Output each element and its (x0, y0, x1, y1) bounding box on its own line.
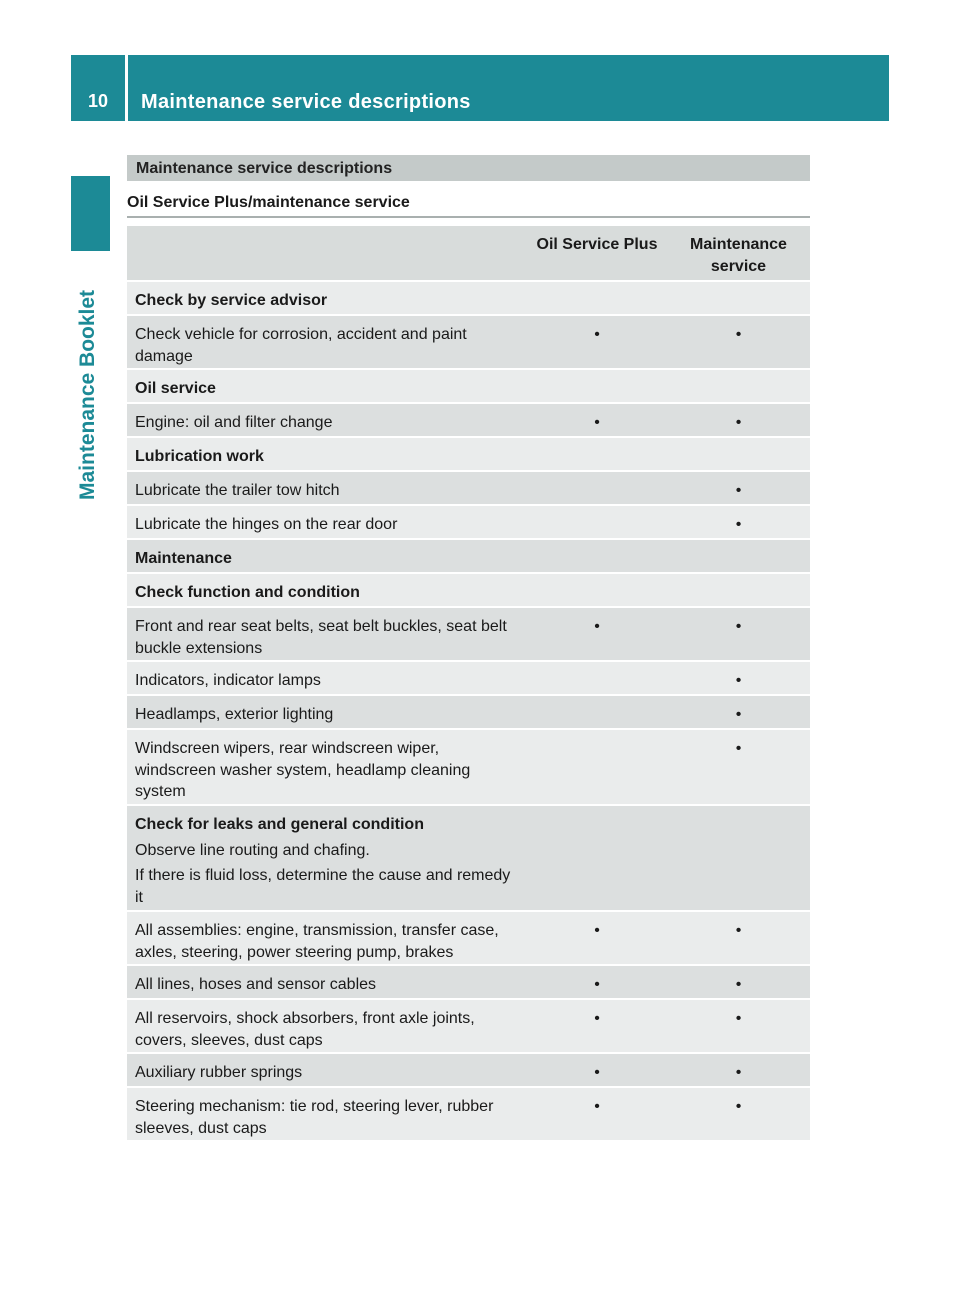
row-label-cell (127, 912, 527, 964)
row-label: Lubricate the hinges on the rear door (135, 516, 398, 533)
row-label-cell (127, 540, 527, 572)
oil-service-plus-mark: • (594, 922, 600, 939)
table-row (127, 662, 810, 696)
oil-service-plus-mark: • (594, 976, 600, 993)
maintenance-service-mark (667, 574, 810, 606)
row-label: Check by service advisor (135, 292, 328, 309)
header-divider (125, 55, 128, 121)
row-label: Headlamps, exterior lighting (135, 706, 334, 723)
table-row (127, 608, 810, 662)
oil-service-plus-mark (527, 806, 667, 910)
row-label-cell (127, 696, 527, 728)
table-row (127, 574, 810, 608)
table-row (127, 540, 810, 574)
oil-service-plus-mark (527, 472, 667, 504)
maintenance-service-mark: • (735, 1098, 742, 1115)
table-row (127, 506, 810, 540)
row-label: Indicators, indicator lamps (135, 672, 321, 689)
row-label-cell (127, 472, 527, 504)
oil-service-plus-mark: • (594, 326, 600, 343)
row-label-cell (127, 370, 527, 402)
table-row (127, 1054, 810, 1088)
section-bar (127, 155, 810, 181)
maintenance-service-mark: • (735, 706, 742, 723)
section-title: Maintenance service descriptions (136, 160, 393, 177)
oil-service-plus-mark: • (594, 414, 600, 431)
row-label-cell (127, 574, 527, 606)
table-row (127, 912, 810, 966)
row-label-cell (127, 506, 527, 538)
row-label-cell (127, 730, 527, 804)
row-label-cell (127, 806, 527, 910)
oil-service-plus-mark: • (594, 1098, 600, 1115)
maintenance-service-mark: • (735, 1064, 742, 1081)
oil-service-plus-mark (527, 506, 667, 538)
oil-service-plus-mark (527, 282, 667, 314)
table-row (127, 316, 810, 370)
table-row (127, 806, 810, 912)
table-row (127, 472, 810, 506)
subheading: Oil Service Plus/maintenance service (127, 194, 410, 211)
oil-service-plus-mark (527, 730, 667, 804)
row-label: Check function and condition (135, 584, 360, 601)
row-label: Check vehicle for corrosion, accident and paint damage (135, 326, 467, 365)
table-row (127, 438, 810, 472)
maintenance-service-mark (667, 438, 810, 470)
row-label: Windscreen wipers, rear windscreen wiper, windscreen washer system, headlamp cleaning system (135, 740, 471, 800)
row-label-cell (127, 662, 527, 694)
maintenance-service-mark: • (735, 976, 742, 993)
row-label-cell (127, 1000, 527, 1052)
maintenance-service-mark: • (735, 414, 742, 431)
row-label-cell (127, 1088, 527, 1140)
table-row (127, 966, 810, 1000)
service-table (127, 226, 810, 1142)
row-label-cell (127, 282, 527, 314)
maintenance-service-mark (667, 806, 810, 910)
page-number: 10 (87, 91, 109, 111)
table-row (127, 1000, 810, 1054)
row-label: Steering mechanism: tie rod, steering lever, rubber sleeves, dust caps (135, 1098, 494, 1137)
table-row (127, 370, 810, 404)
maintenance-service-mark (667, 370, 810, 402)
oil-service-plus-mark (527, 540, 667, 572)
maintenance-service-mark: • (735, 326, 742, 343)
row-label: All reservoirs, shock absorbers, front axle joints, covers, sleeves, dust caps (135, 1010, 475, 1049)
table-row (127, 282, 810, 316)
table-row (127, 730, 810, 806)
maintenance-service-mark (667, 540, 810, 572)
row-label: Lubrication work (135, 448, 264, 465)
row-note: Observe line routing and chafing. (135, 841, 370, 859)
header-cell-empty (127, 226, 527, 280)
maintenance-service-mark: • (735, 1010, 742, 1027)
oil-service-plus-mark (527, 370, 667, 402)
maintenance-service-mark (667, 282, 810, 314)
row-label-cell (127, 438, 527, 470)
row-label: Auxiliary rubber springs (135, 1064, 303, 1081)
header-maintenance-service: Maintenance service (690, 236, 787, 275)
oil-service-plus-mark (527, 438, 667, 470)
side-tab-block (71, 176, 110, 251)
page-title: Maintenance service descriptions (141, 91, 471, 113)
side-label: Maintenance Booklet (76, 289, 99, 500)
row-label-cell (127, 1054, 527, 1086)
oil-service-plus-mark: • (594, 1010, 600, 1027)
header-oil-service-plus: Oil Service Plus (536, 236, 658, 253)
row-label: Lubricate the trailer tow hitch (135, 482, 340, 499)
maintenance-service-mark: • (735, 740, 742, 757)
row-label-cell (127, 404, 527, 436)
row-label: Maintenance (135, 550, 232, 567)
table-body (127, 282, 810, 1142)
row-label-cell (127, 966, 527, 998)
table-row (127, 696, 810, 730)
row-label-cell (127, 608, 527, 660)
oil-service-plus-mark (527, 574, 667, 606)
table-row (127, 404, 810, 438)
maintenance-service-mark: • (735, 922, 742, 939)
row-label: All assemblies: engine, transmission, transfer case, axles, steering, power steering pump, brakes (135, 922, 499, 961)
row-label: Oil service (135, 380, 216, 397)
row-note: If there is fluid loss, determine the cause and remedy it (135, 867, 511, 906)
row-label: Front and rear seat belts, seat belt buckles, seat belt buckle extensions (135, 618, 507, 657)
table-header-row (127, 226, 810, 282)
row-label-cell (127, 316, 527, 368)
oil-service-plus-mark: • (594, 1064, 600, 1081)
row-label: Check for leaks and general condition (135, 816, 424, 833)
maintenance-service-mark: • (735, 482, 742, 499)
oil-service-plus-mark (527, 696, 667, 728)
row-label: All lines, hoses and sensor cables (135, 976, 377, 993)
table-row (127, 1088, 810, 1142)
oil-service-plus-mark: • (594, 618, 600, 635)
row-label: Engine: oil and filter change (135, 414, 333, 431)
maintenance-service-mark: • (735, 672, 742, 689)
oil-service-plus-mark (527, 662, 667, 694)
maintenance-service-mark: • (735, 516, 742, 533)
maintenance-service-mark: • (735, 618, 742, 635)
subheading-rule (127, 216, 810, 218)
